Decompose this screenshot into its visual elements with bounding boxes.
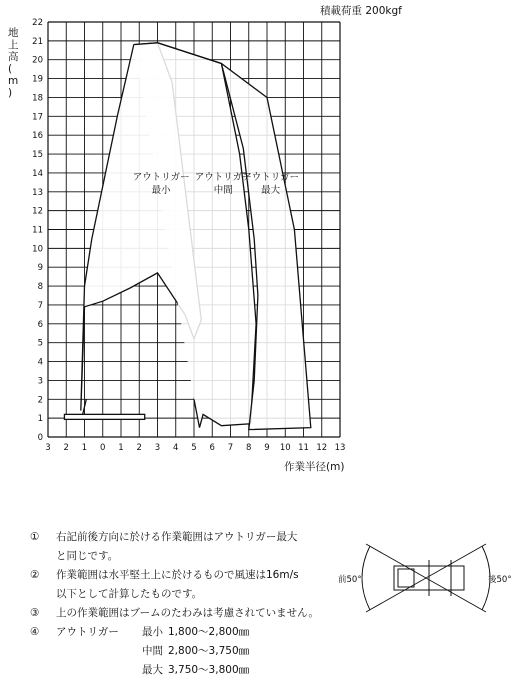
x-axis-label: 作業半径(m) [284,461,345,473]
series-annotation-label: アウトリガー [194,171,252,183]
outrigger-row-mid: 中間 2,800～3,750㎜ [142,645,250,657]
front-50-label: 前50° [338,575,362,585]
y-tick-label: 8 [37,282,43,293]
x-tick-label: 11 [298,443,309,453]
note-2: ② 作業範囲は水平堅土上に於けるもので風速は16m/s [30,569,299,581]
note-3: ③ 上の作業範囲はブームのたわみは考慮されていません。 [30,607,319,619]
y-tick-label: 14 [32,168,43,179]
series-annotation-label: 中間 [213,184,233,196]
y-axis-label-char: m [8,75,19,87]
y-tick-label: 4 [37,357,43,368]
x-tick-label: 3 [45,443,51,453]
x-tick-label: 10 [279,443,291,453]
x-tick-label: 6 [209,443,215,453]
y-axis-label-char: 高 [8,51,19,63]
x-tick-label: 7 [227,443,234,453]
y-axis-label-char: ) [8,87,13,99]
y-tick-label: 9 [37,263,43,274]
y-axis-ticks [32,18,43,443]
note-4-outrigger: ④ アウトリガー 最小 1,800～2,800㎜ [30,626,250,638]
x-axis-ticks [45,443,345,453]
x-tick-label: 3 [154,443,161,453]
y-axis-label-char: 地 [8,27,19,39]
x-tick-label: 2 [63,443,69,453]
series-annotation-label: 最小 [151,184,171,196]
y-tick-label: 15 [32,150,43,161]
y-tick-label: 3 [37,376,43,387]
series-annotation-label: 最大 [261,184,281,196]
y-tick-label: 16 [32,131,43,142]
y-tick-label: 12 [32,206,43,217]
x-tick-label: 13 [334,443,346,453]
x-tick-label: 5 [191,443,197,453]
y-tick-label: 7 [37,300,43,311]
y-axis-label-char: ( [8,63,13,75]
y-tick-label: 0 [37,433,43,443]
vehicle-base [64,414,144,419]
y-tick-label: 11 [32,225,43,236]
series-annotation-label: アウトリガー [132,171,190,183]
rear-50-label: 後50° [488,575,512,585]
range-lines [362,544,490,612]
series-annotation-label: アウトリガー [242,171,300,183]
y-tick-label: 6 [37,319,43,330]
x-tick-label: 8 [246,443,252,453]
y-tick-label: 5 [37,338,43,349]
x-tick-label: 4 [173,443,179,453]
y-tick-label: 17 [32,112,43,123]
notes-section: ① 右記前後方向に於ける作業範囲はアウトリガー最大 と同じです。 ② 作業範囲は水平堅土上に於けるもので風速は16m/s 以下として計算したものです。 ③ 上の作業範囲はブームのたわみは考慮されていません。 ④ アウトリガー 最小 1,800～2,800㎜ 中間 2,800～3,750㎜ 最大 3,750～3,800㎜ [30,528,360,680]
front-rear-range-diagram [336,538,516,618]
y-tick-label: 13 [32,187,43,198]
x-tick-label: 12 [316,443,328,453]
outrigger-row-max: 最大 3,750～3,800㎜ [142,664,250,676]
chart-series [64,43,310,430]
x-tick-label: 9 [264,443,270,453]
chart-title: 積載荷重 200kgf [320,5,402,17]
y-tick-label: 20 [32,55,43,66]
note-1: ① 右記前後方向に於ける作業範囲はアウトリガー最大 [30,531,298,543]
y-tick-label: 21 [32,36,43,47]
y-axis-label [8,26,19,99]
y-tick-label: 18 [32,93,43,104]
x-tick-label: 1 [118,443,124,453]
x-tick-label: 1 [81,443,88,453]
y-tick-label: 19 [32,74,43,85]
y-tick-label: 1 [37,414,43,425]
y-axis-label-char: 上 [8,39,19,51]
x-tick-label: 2 [136,443,142,453]
y-tick-label: 2 [37,395,43,406]
y-tick-label: 22 [32,18,43,28]
y-tick-label: 10 [32,244,43,255]
x-tick-label: 0 [100,443,106,453]
